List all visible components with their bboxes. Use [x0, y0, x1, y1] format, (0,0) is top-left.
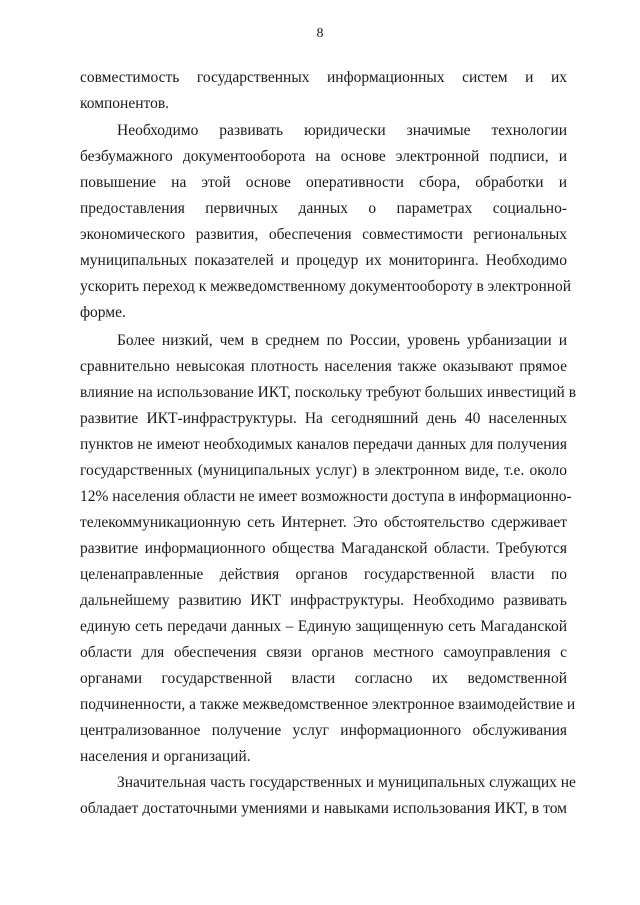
text-line: Более низкий, чем в среднем по России, уровень урбанизации и [117, 332, 567, 349]
text-line: телекоммуникационную сеть Интернет. Это обстоятельство сдерживает [80, 514, 567, 531]
page-number: 8 [316, 26, 324, 41]
text-line: дальнейшему развитию ИКТ инфраструктуры. Необходимо развивать [80, 592, 567, 609]
text-line: влияние на использование ИКТ, поскольку требуют больших инвестиций в [80, 384, 577, 401]
text-line: целенаправленные действия органов государственной власти по [80, 566, 567, 583]
text-line: развитие информационного общества Магаданской области. Требуются [80, 540, 567, 557]
text-line: области для обеспечения связи органов местного самоуправления с [80, 644, 567, 661]
text-line: компонентов. [80, 95, 170, 112]
text-line: экономического развития, обеспечения совместимости региональных [80, 226, 567, 243]
text-line: Значительная часть государственных и муниципальных служащих не [117, 774, 576, 791]
text-line: ускорить переход к межведомственному документообороту в электронной [80, 278, 572, 295]
text-line: централизованное получение услуг информационного обслуживания [80, 722, 567, 739]
text-line: 12% населения области не имеет возможности доступа в информационно- [80, 488, 572, 505]
text-line: государственных (муниципальных услуг) в электронном виде, т.е. около [80, 462, 567, 479]
text-line: обладает достаточными умениями и навыками использования ИКТ, в том [80, 800, 567, 817]
text-line: сравнительно невысокая плотность населения также оказывают прямое [80, 358, 567, 375]
text-line: органами государственной власти согласно их ведомственной [80, 670, 567, 687]
text-line: пунктов не имеют необходимых каналов передачи данных для получения [80, 436, 567, 453]
text-line: населения и организаций. [80, 748, 251, 765]
text-line: безбумажного документооборота на основе электронной подписи, и [80, 148, 567, 165]
text-line: совместимость государственных информационных систем и их [80, 69, 567, 86]
text-line: предоставления первичных данных о параметрах социально- [80, 200, 567, 217]
text-line: муниципальных показателей и процедур их мониторинга. Необходимо [80, 252, 567, 269]
text-line: Необходимо развивать юридически значимые технологии [117, 122, 567, 139]
text-line: подчиненности, а также межведомственное электронное взаимодействие и [80, 696, 576, 713]
text-line: развитие ИКТ-инфраструктуры. На сегодняшний день 40 населенных [80, 410, 567, 427]
text-line: повышение на этой основе оперативности сбора, обработки и [80, 174, 567, 191]
text-line: форме. [80, 304, 126, 321]
text-line: единую сеть передачи данных – Единую защищенную сеть Магаданской [80, 618, 567, 635]
